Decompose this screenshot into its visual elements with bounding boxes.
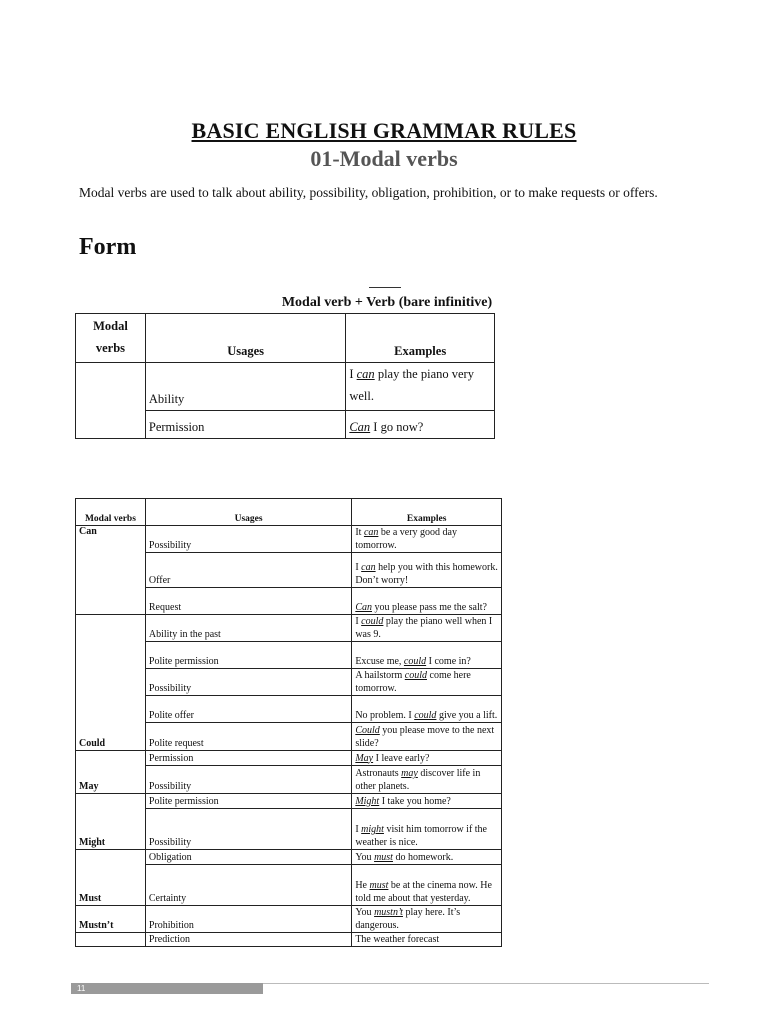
header-examples: Examples: [352, 499, 502, 526]
usage-cell: Possibility: [145, 526, 351, 553]
usage-cell: Permission: [145, 411, 345, 439]
modal-cell: Could: [76, 615, 146, 751]
modal-highlight: Can: [349, 420, 371, 434]
example-cell: No problem. I could give you a lift.: [352, 696, 502, 723]
modal-highlight: must: [374, 851, 393, 863]
footer-rule: [263, 983, 709, 984]
divider: [369, 287, 401, 288]
example-cell: I could play the piano well when I was 9.: [352, 615, 502, 642]
usage-cell: Prediction: [145, 933, 351, 947]
usage-cell: Polite offer: [145, 696, 351, 723]
usage-cell: Ability in the past: [145, 615, 351, 642]
example-cell: I might visit him tomorrow if the weather is nice.: [352, 809, 502, 850]
header-modal-verbs: Modal verbs: [76, 314, 146, 363]
example-cell: I can play the piano very well.: [346, 363, 495, 411]
table-row: [76, 526, 502, 553]
usage-cell: Offer: [145, 553, 351, 588]
modal-table-1: [75, 313, 495, 439]
usage-cell: Permission: [145, 751, 351, 766]
usage-cell: Possibility: [145, 766, 351, 794]
modal-cell: Might: [76, 794, 146, 850]
page-subtitle: 01-Modal verbs: [310, 146, 458, 171]
usage-cell: Obligation: [145, 850, 351, 865]
example-cell: Excuse me, could I come in?: [352, 642, 502, 669]
modal-cell: May: [76, 751, 146, 794]
header-examples: Examples: [346, 314, 495, 363]
header-usages: Usages: [145, 314, 345, 363]
example-cell: The weather forecast: [352, 933, 502, 947]
modal-highlight: Could: [355, 725, 380, 736]
modal-cell: Mustn’t: [76, 906, 146, 933]
example-cell: Astronauts may discover life in other planets.: [352, 766, 502, 794]
usage-cell: Possibility: [145, 809, 351, 850]
example-cell: Could you please move to the next slide?: [352, 723, 502, 751]
usage-cell: Request: [145, 588, 351, 615]
table-row: [76, 906, 502, 933]
modal-highlight: can: [361, 562, 376, 573]
modal-table-2: [75, 498, 502, 947]
table-row: [76, 850, 502, 865]
example-cell: A hailstorm could come here tomorrow.: [352, 669, 502, 696]
usage-cell: Certainty: [145, 865, 351, 906]
modal-highlight: mustn’t: [374, 907, 403, 918]
table-row: [76, 615, 502, 642]
usage-cell: Polite permission: [145, 642, 351, 669]
modal-highlight: could: [403, 655, 427, 667]
example-cell: Might I take you home?: [352, 794, 502, 809]
page-number-bar: 11: [71, 983, 263, 994]
modal-highlight: might: [361, 824, 384, 835]
table-row: [76, 751, 502, 766]
page-title: BASIC ENGLISH GRAMMAR RULES: [191, 118, 577, 143]
table-header-row: [76, 314, 495, 363]
modal-highlight: could: [414, 709, 437, 721]
header-usages: Usages: [145, 499, 351, 526]
modal-highlight: could: [404, 670, 427, 681]
modal-highlight: Might: [355, 795, 380, 807]
modal-highlight: can: [363, 527, 379, 538]
example-cell: Can I go now?: [346, 411, 495, 439]
example-cell: It can be a very good day tomorrow.: [352, 526, 502, 553]
example-cell: I can help you with this homework. Don’t worry!: [352, 553, 502, 588]
usage-cell: Polite permission: [145, 794, 351, 809]
modal-cell: Must: [76, 850, 146, 906]
table-row: [76, 933, 502, 947]
modal-highlight: May: [355, 752, 374, 764]
modal-highlight: can: [356, 367, 375, 381]
example-cell: May I leave early?: [352, 751, 502, 766]
modal-cell: [76, 363, 146, 439]
example-cell: You mustn’t play here. It’s dangerous.: [352, 906, 502, 933]
example-cell: He must be at the cinema now. He told me about that yesterday.: [352, 865, 502, 906]
table-row: [76, 363, 495, 411]
modal-highlight: may: [401, 768, 418, 779]
usage-cell: Possibility: [145, 669, 351, 696]
usage-cell: Prohibition: [145, 906, 351, 933]
table-row: [76, 794, 502, 809]
modal-highlight: could: [361, 616, 384, 627]
modal-cell: Can: [76, 526, 146, 615]
table-header-row: [76, 499, 502, 526]
form-formula: Modal verb + Verb (bare infinitive): [281, 295, 493, 310]
modal-highlight: Can: [355, 601, 372, 613]
usage-cell: Polite request: [145, 723, 351, 751]
modal-highlight: must: [369, 880, 389, 891]
example-cell: You must do homework.: [352, 850, 502, 865]
modal-cell: [76, 933, 146, 947]
form-heading: Form: [79, 234, 137, 260]
example-cell: Can you please pass me the salt?: [352, 588, 502, 615]
header-modal-verbs: Modal verbs: [76, 499, 146, 526]
intro-paragraph: Modal verbs are used to talk about ability, possibility, obligation, prohibition, or to make requests or offers.: [79, 185, 658, 200]
usage-cell: Ability: [145, 363, 345, 411]
